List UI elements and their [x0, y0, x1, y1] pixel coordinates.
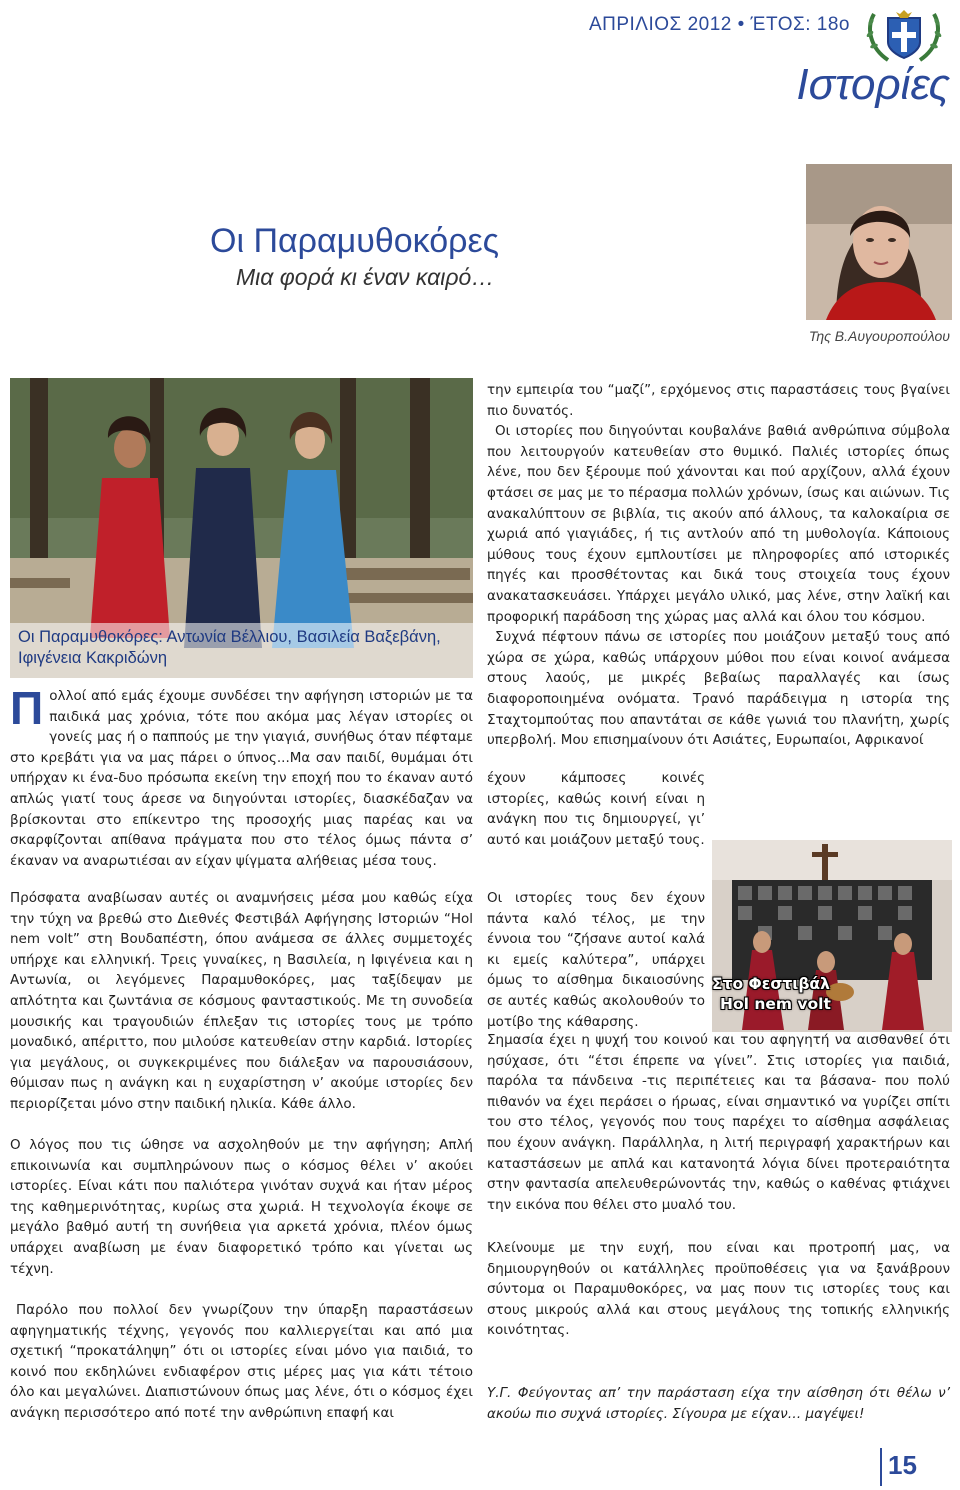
author-photo — [806, 164, 952, 320]
article-title: Οι Παραμυθοκόρες — [210, 222, 500, 260]
intro-paragraph — [10, 682, 473, 871]
festival-label-line1: Στο Φεστιβάλ — [712, 975, 830, 993]
paragraph-catharsis — [487, 1030, 950, 1215]
greek-emblem-icon — [862, 4, 946, 66]
issue-date: ΑΠΡΙΛΙΟΣ 2012 • ΈΤΟΣ: 18ο — [588, 14, 850, 35]
paragraph-text: Σημασία έχει η ψυχή του κοινού και του αφηγητή να αισθανθεί ότι ησύχασε, ότι “έτσι έπρεπε να γίνει”. Στις ιστορίες για παιδιά, παρόλα τα πάνδεινα -τις περιπέτειες και τα βάσανα- που πολύ πιθανόν να έχει περάσει ο ήρωας, είναι σημαντικό να γυρίζει σπίτι του στο τέλος, γεγονός που τους παρέχει το αίσθημα ασφάλειας που έχουν ανάγκη. Παράλληλα, η λιτή περιγραφή χαρακτήρων και καταστάσεων με απλά και κατανοητά λόγια δίνει προτεραιότητα στην φαντασία απελευθερώνοντάς την, καθώς ο καθένας φτιάχνει την εικόνα που θέλει στο μυαλό του. — [487, 1032, 950, 1213]
paragraph-audience — [10, 1300, 473, 1424]
article-subtitle: Μια φορά κι έναν καιρό… — [236, 264, 495, 290]
festival-photo-label — [712, 974, 862, 1014]
paragraph-text: Οι ιστορίες που διηγούνται κουβαλάνε βαθιά ανθρώπινα σύμβολα που λειτουργούν κατευθείαν στο θυμικό. Παλιές ιστορίες όπως λένε, που δεν ξέρουμε πού χάνονται και πού αρχίζουν, αλλά έχουν φτάσει σε μας με το πέρασμα πολλών χρόνων, ίσως και αιώνων. Τις ανακαλύπτουν σε βιβλία, τις ακούν από άλλους, τα καλοκαίρια σε χωριά από γιαγιάδες, ή τις αντλούν από τη μυθολογία. Κάποιους μύθους τους έχουν εμπλουτίσει με πληροφορίες από ιστορικές πηγές και προσθέτοντας και δικά τους στοιχεία τους έχουν ανακατασκευάσει. Υπάρχει μεγάλο υλικό, μας λένε, στην λαϊκή και προφορική παράδοση της χώρας μας αλλά και όλου του κόσμου. — [487, 423, 950, 625]
author-caption: Της Β.Αυγουροπούλου — [808, 328, 950, 344]
paragraph-festival — [10, 888, 473, 1115]
paragraph-text: Πρόσφατα αναβίωσαν αυτές οι αναμνήσεις μέσα μου καθώς είχα την τύχη να βρεθώ στο Διεθνές Φεστιβάλ Αφήγησης Ιστοριών “Hol nem volt” στη Βουδαπέστη, όπου ανάμεσα σε άλλες συμμετοχές υπήρχε και ελληνική. Τρεις γυναίκες, η Βασιλεία, η Ιφιγένεια και η Αντωνία, οι λεγόμενες Παραμυθοκόρες, μας ταξίδεψαν με απλότητα και ζωντάνια σε κόσμους φανταστικούς. Με τη συνοδεία μουσικής και τραγουδιών έπλεξαν τις ιστορίες τους με τρόπο μοναδικό, απέριττο, που μιλούσε κατευθείαν στην καρδιά. Ιστορίες για μεγάλους, οι συγκεκριμένες που διάλεξαν να παρουσιάσουν, θύμισαν πως η ανάγκη και η ευχαρίστηση ν’ ακούμε ιστορίες δεν περιορίζεται μόνο στην παιδική ηλικία. Κάθε άλλο. — [10, 890, 473, 1112]
paragraph-text: Κλείνουμε με την ευχή, που είναι και προτροπή μας, να δημιουργηθούν οι κατάλληλες προϋποθέσεις για να ξανάβρουν σύντομα οι Παραμυθοκόρες, να μας πουν τις ιστορίες τους και στους μικρούς αλλά και στους μεγάλους της τοπικής ελληνικής κοινότητας. — [487, 1240, 950, 1339]
page-number-divider — [880, 1448, 882, 1486]
paragraph-text: την εμπειρία του “μαζί”, ερχόμενος στις παραστάσεις τους βγαίνει πιο δυνατός. — [487, 382, 950, 419]
paragraph-text: Παρόλο που πολλοί δεν γνωρίζουν την ύπαρξη παραστάσεων αφηγηματικής τέχνης, γεγονός που καλλιεργείται και από μια σχετική “προκατάληψη” ότι οι ιστορίες είναι μόνο για παιδιά, το κοινό που εκδηλώνει ενδιαφέρον στις μέρες μας για κάτι τέτοιο όλο και μεγαλώνει. Διαπιστώνουν όπως μας λένε, ότι ο κόσμος έχει ανάγκη περισσότερο από ποτέ την ανθρώπινη επαφή και — [10, 1302, 473, 1421]
right-narrow-paragraph-2 — [487, 888, 705, 1032]
paragraph-text: Υ.Γ. Φεύγοντας απ’ την παράσταση είχα την αίσθηση ότι θέλω ν’ ακούω πιο συχνά ιστορίες. Σίγουρα με είχαν… μαγέψει! — [487, 1385, 950, 1422]
paragraph-text: Οι ιστορίες τους δεν έχουν πάντα καλό τέλος, με την έννοια του “ζήσανε αυτοί καλά κι εμείς καλύτερα”, υπάρχει όμως το αίσθημα δικαιοσύνης σε αυτές καθώς ακολουθούν το μοτίβο της κάθαρσης. — [487, 890, 705, 1030]
postscript — [487, 1383, 950, 1424]
page-number: 15 — [888, 1450, 917, 1480]
right-narrow-paragraph-1 — [487, 768, 705, 850]
photo-caption: Οι Παραμυθοκόρες: Αντωνία Βέλλιου, Βασιλεία Βαξεβάνη, Ιφιγένεια Κακριδώνη — [18, 628, 441, 667]
paragraph-text: έχουν κάμποσες κοινές ιστορίες, καθώς κοινή είναι η ανάγκη που τις δημιουργεί, γι’ αυτό και μοιάζουν μεταξύ τους. — [487, 770, 705, 848]
paragraph-reason — [10, 1135, 473, 1279]
festival-label-line2: Hol nem volt — [720, 995, 831, 1013]
section-title: Ιστορίες — [796, 60, 950, 109]
paragraph-closing — [487, 1238, 950, 1341]
right-column-top — [487, 380, 950, 751]
intro-text: ολλοί από εμάς έχουμε συνδέσει την αφήγηση ιστοριών με τα παιδικά μας χρόνια, τότε που ακόμα μας λέγαν ιστορίες οι γονείς μας ή ο παππούς με την γιαγιά, συνήθως όταν πέφταμε στο κρεβάτι για να μας πάρει ο ύπνος...Μα σαν παιδί, θυμάμαι ότι υπήρχαν κι ένα-δυο πρόσωπα εκείνη την εποχή που το έκαναν αυτό απλώς γιατί τους άρεσε να διηγούνται ιστορίες, διασκέδαζαν να βρίσκονται στο επίκεντρο της προσοχής μιας παρέας και να σκαρφίζονται απίθανα πράγματα που στο τέλος όμως πάντα σ’ έκαναν να αναρωτιέσαι αν είχαν ψίγματα αλήθειας μέσα τους. — [10, 688, 473, 869]
paragraph-text: Ο λόγος που τις ώθησε να ασχοληθούν με την αφήγηση; Απλή επικοινωνία και συμπληρώνουν πως ο κόσμος θέλει ν’ ακούει ιστορίες. Είναι κάτι που παλιότερα γινόταν συχνά και ήταν μέρος της καθημερινότητας, κυρίως στα χωριά. Η τεχνολογία έκοψε σε μεγάλο βαθμό αυτή τη συνήθεια για αρκετά χρόνια, πλέον όμως υπάρχει αναβίωση με έναν διαφορετικό τρόπο και γίνεται ως τέχνη. — [10, 1137, 473, 1277]
paragraph-text: Συχνά πέφτουν πάνω σε ιστορίες που μοιάζουν μεταξύ τους από χώρα σε χώρα, καθώς υπάρχουν μύθοι που είναι κοινοί ανάμεσα στους λαούς, με μικρές βεβαίως παραλλαγές και ίσως διαφοροποιημένα ονόματα. Τρανό παράδειγμα η ιστορία της Σταχτομπούτας που απαντάται σε κάθε γωνιά του πλανήτη, χωρίς υπερβολή. Μου επισημαίνουν ότι Ασιάτες, Ευρωπαίοι, Αφρικανοί — [487, 629, 950, 749]
drop-cap: Π — [10, 682, 44, 734]
